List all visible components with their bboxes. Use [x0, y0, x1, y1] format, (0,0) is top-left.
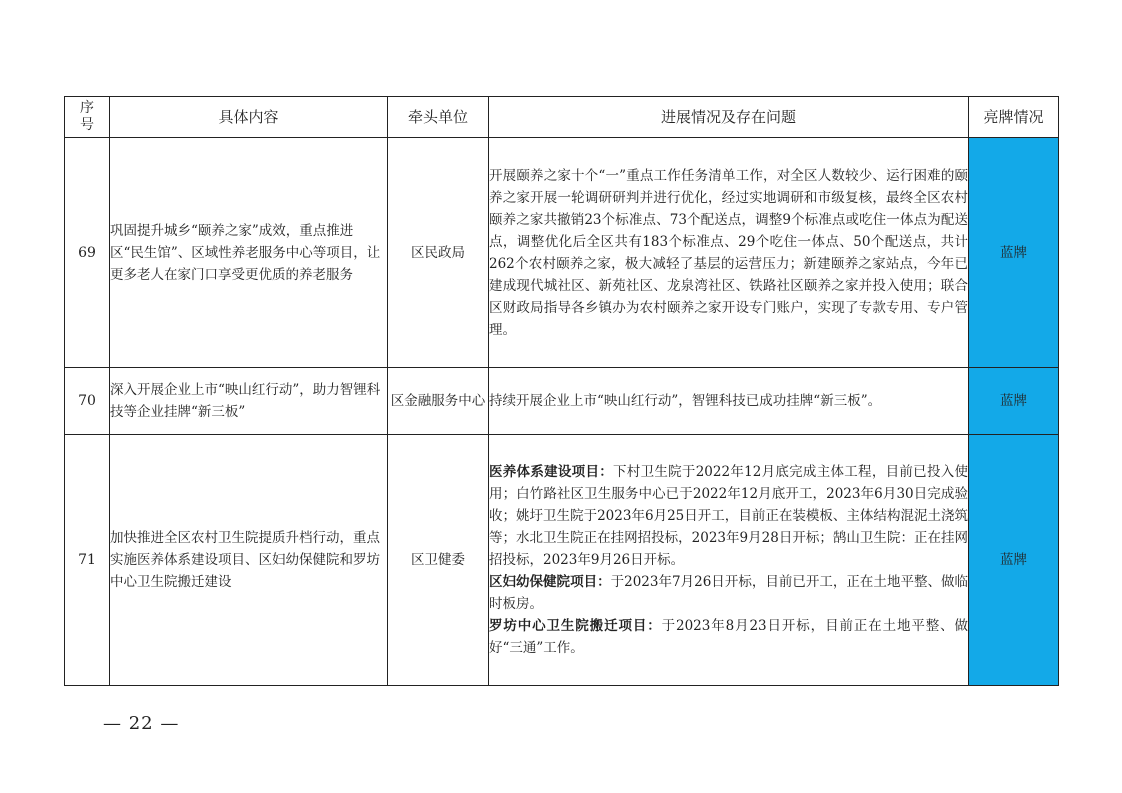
row-unit: 区金融服务中心 — [388, 368, 489, 435]
table-row — [65, 368, 1059, 435]
progress-part-label: 区妇幼保健院项目： — [489, 574, 611, 590]
table-row — [65, 138, 1059, 368]
header-unit: 牵头单位 — [388, 97, 489, 138]
table-row — [65, 435, 1059, 686]
row-number: 69 — [65, 138, 110, 368]
header-seq: 序号 — [65, 97, 110, 138]
status-badge: 蓝牌 — [969, 435, 1059, 686]
row-content: 加快推进全区农村卫生院提质升档行动，重点实施医养体系建设项目、区妇幼保健院和罗坊中心卫生院搬迁建设 — [110, 435, 388, 686]
row-number: 71 — [65, 435, 110, 686]
table-header-row — [65, 97, 1059, 138]
progress-part-label: 罗坊中心卫生院搬迁项目： — [489, 618, 662, 634]
row-content: 巩固提升城乡“颐养之家”成效，重点推进区“民生馆”、区域性养老服务中心等项目，让更多老人在家门口享受更优质的养老服务 — [110, 138, 388, 368]
task-table — [64, 96, 1059, 686]
page-number: — 22 — — [103, 713, 180, 734]
progress-part — [489, 571, 968, 615]
row-progress: 开展颐养之家十个“一”重点工作任务清单工作，对全区人数较少、运行困难的颐养之家开展一轮调研研判并进行优化，经过实地调研和市级复核，最终全区农村颐养之家共撤销23个标准点、73个配送点，调整9个标准点或吃住一体点为配送点，调整优化后全区共有183个标准点、29个吃住一体点、50个配送点，共计262个农村颐养之家，极大减轻了基层的运营压力；新建颐养之家站点，今年已建成现代城社区、新苑社区、龙泉湾社区、铁路社区颐养之家并投入使用；联合区财政局指导各乡镇办为农村颐养之家开设专门账户，实现了专款专用、专户管理。 — [489, 138, 969, 368]
progress-part — [489, 461, 968, 571]
progress-part-text: 于2023年8月23日开标，目前正在土地平整、做好“三通”工作。 — [489, 618, 969, 656]
row-content: 深入开展企业上市“映山红行动”，助力智锂科技等企业挂牌“新三板” — [110, 368, 388, 435]
header-content: 具体内容 — [110, 97, 388, 138]
progress-part-text: 下村卫生院于2022年12月底完成主体工程，目前已投入使用；白竹路社区卫生服务中心已于2022年12月底开工，2023年6月30日完成验收；姚圩卫生院于2023年6月25日开工，目前正在装模板、主体结构混泥土浇筑等；水北卫生院正在挂网招投标，2023年9月28日开标；鹄山卫生院：正在挂网招投标，2023年9月26日开标。 — [489, 464, 969, 568]
status-badge: 蓝牌 — [969, 368, 1059, 435]
progress-part-label: 医养体系建设项目： — [489, 464, 614, 480]
row-progress — [489, 435, 969, 686]
row-number: 70 — [65, 368, 110, 435]
row-progress: 持续开展企业上市“映山红行动”，智锂科技已成功挂牌“新三板”。 — [489, 368, 969, 435]
progress-part — [489, 615, 968, 659]
header-progress: 进展情况及存在问题 — [489, 97, 969, 138]
progress-part-text: 于2023年7月26日开标，目前已开工，正在土地平整、做临时板房。 — [489, 574, 969, 612]
header-status: 亮牌情况 — [969, 97, 1059, 138]
row-unit: 区卫健委 — [388, 435, 489, 686]
status-badge: 蓝牌 — [969, 138, 1059, 368]
row-unit: 区民政局 — [388, 138, 489, 368]
